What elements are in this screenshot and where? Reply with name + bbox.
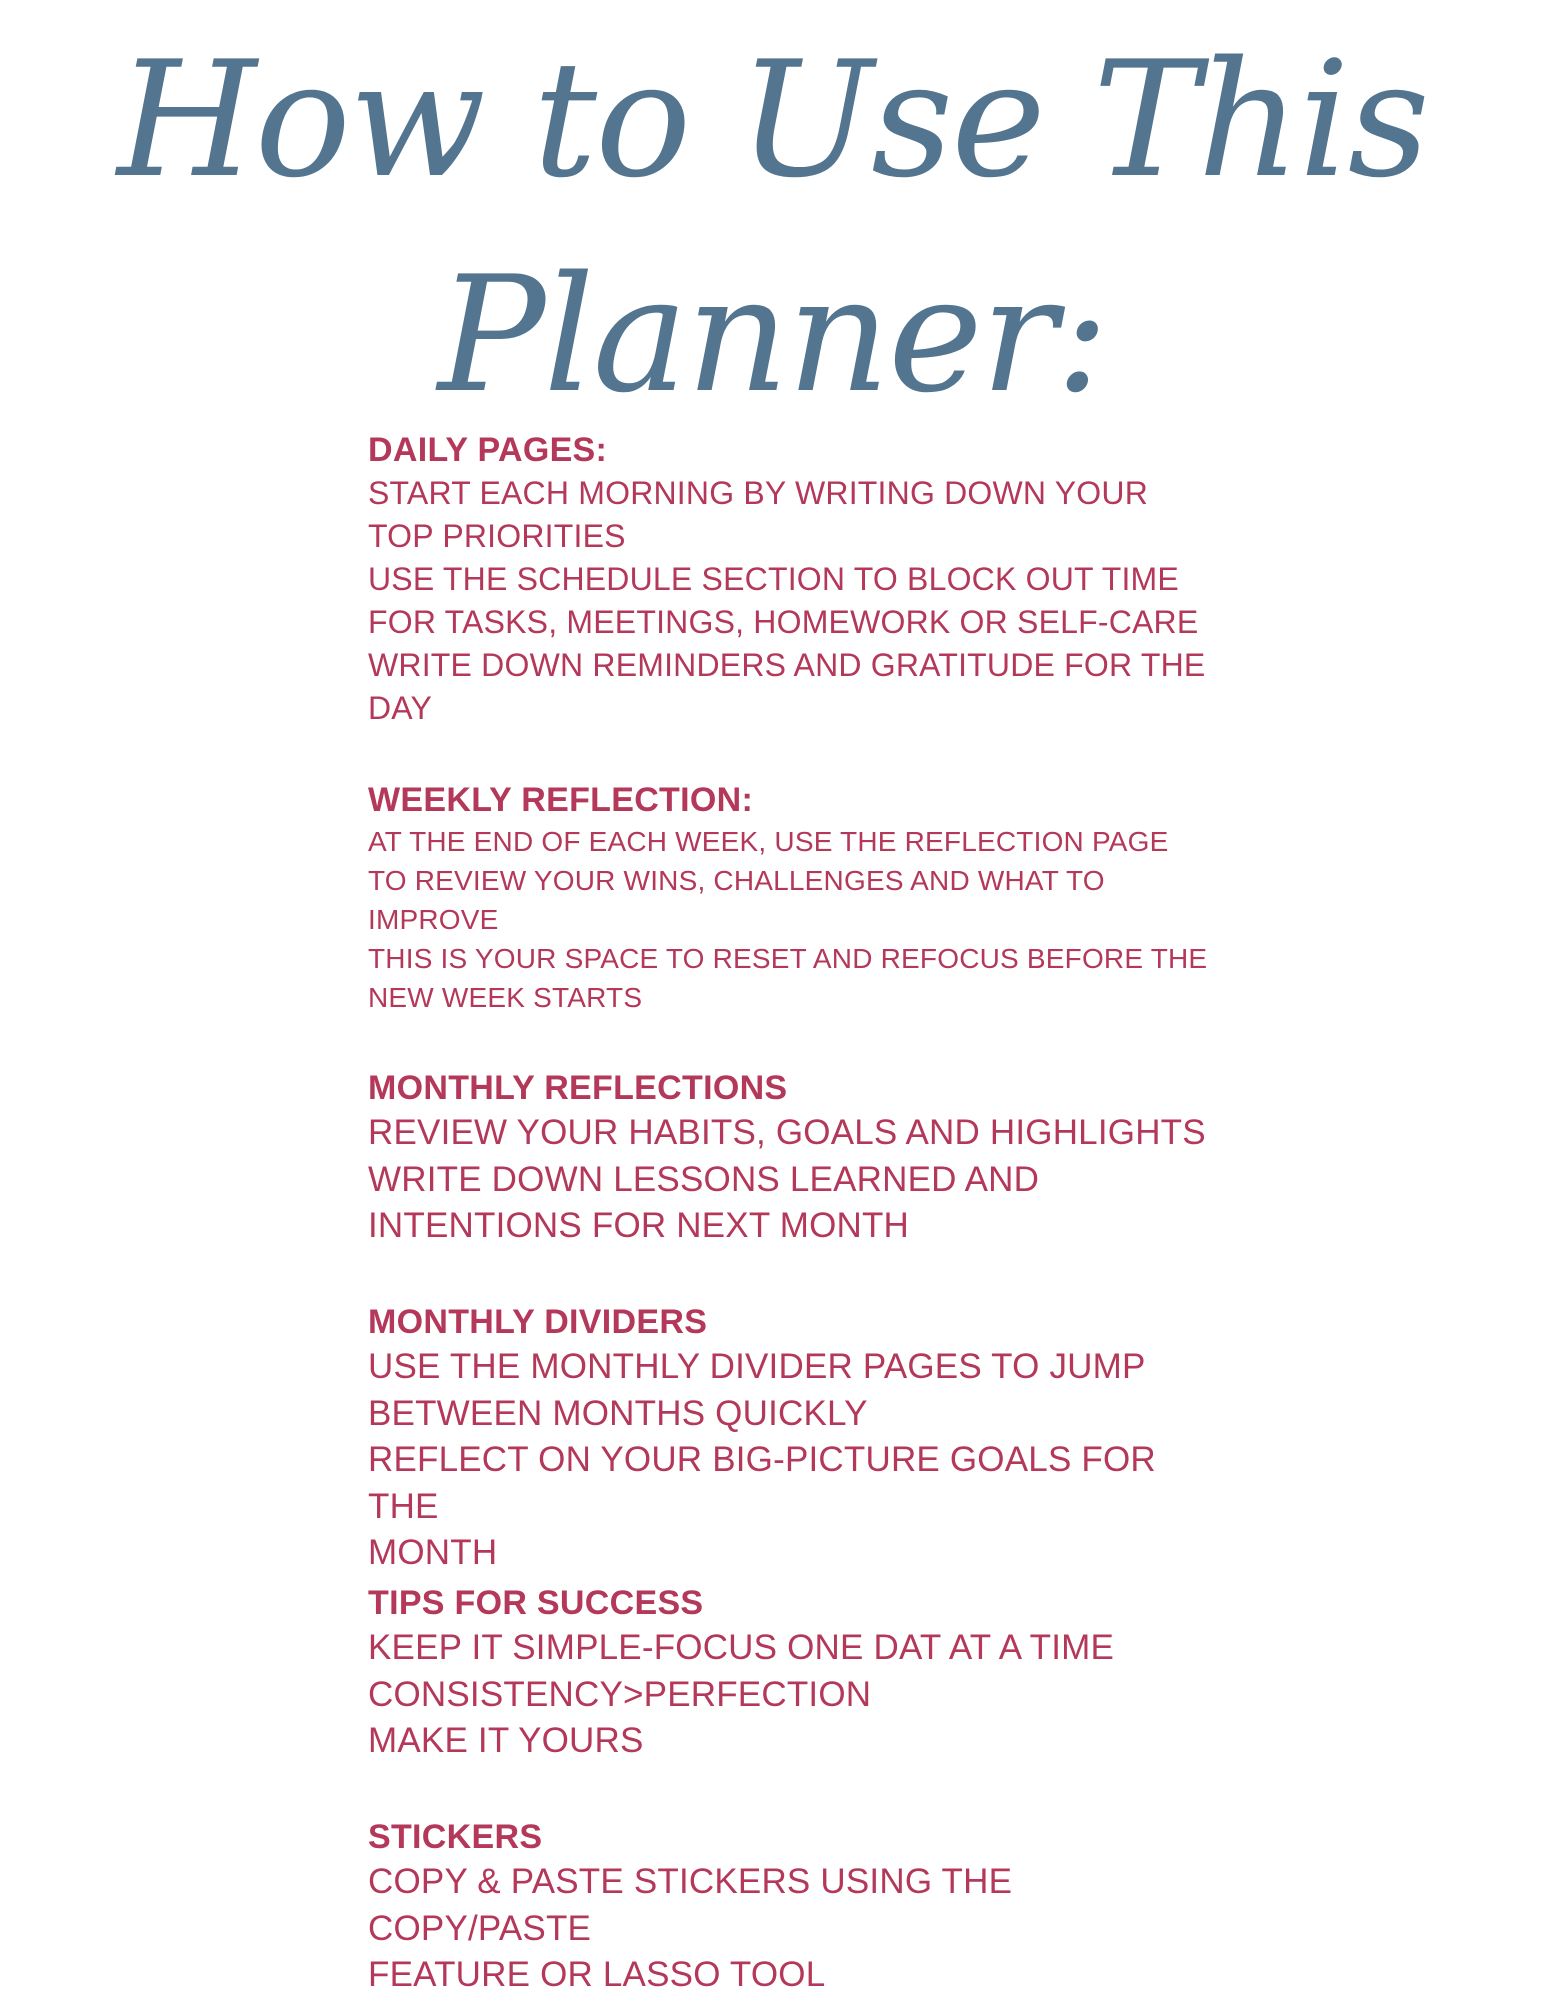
section-stickers — [368, 1815, 1208, 1999]
section-line: TO REVIEW YOUR WINS, CHALLENGES AND WHAT TO — [368, 865, 1105, 896]
section-line: DAY — [368, 690, 433, 726]
section-line: MAKE IT YOURS — [368, 1721, 644, 1760]
section-line: BETWEEN MONTHS QUICKLY — [368, 1393, 868, 1433]
section-line: AT THE END OF EACH WEEK, USE THE REFLECTION PAGE — [368, 826, 1169, 857]
section-line: CONSISTENCY>PERFECTION — [368, 1674, 872, 1714]
section-heading: STICKERS — [368, 1818, 543, 1856]
section-line: IMPROVE — [368, 904, 499, 935]
page-title-line-1: How to Use This — [117, 26, 1428, 213]
section-heading: DAILY PAGES: — [368, 431, 608, 469]
section-line: COPY & PASTE STICKERS USING THE COPY/PASTE — [368, 1862, 1013, 1948]
section-weekly-reflection — [368, 778, 1207, 1017]
section-heading: TIPS FOR SUCCESS — [368, 1584, 704, 1622]
section-heading: MONTHLY DIVIDERS — [368, 1303, 708, 1341]
section-line: FOR TASKS, MEETINGS, HOMEWORK OR SELF-CARE — [368, 604, 1199, 640]
section-line: WRITE DOWN REMINDERS AND GRATITUDE FOR THE — [368, 647, 1206, 683]
section-line: NEW WEEK STARTS — [368, 982, 643, 1013]
section-line: WRITE DOWN LESSONS LEARNED AND — [368, 1159, 1040, 1199]
section-line: TOP PRIORITIES — [368, 518, 626, 554]
section-heading: MONTHLY REFLECTIONS — [368, 1069, 788, 1107]
section-line: REVIEW YOUR HABITS, GOALS AND HIGHLIGHTS — [368, 1113, 1206, 1152]
section-tips-for-success — [368, 1581, 1114, 1765]
section-daily-pages — [368, 428, 1205, 730]
section-line: MONTH — [368, 1533, 498, 1572]
section-line: USE THE MONTHLY DIVIDER PAGES TO JUMP — [368, 1347, 1146, 1386]
section-line: USE THE SCHEDULE SECTION TO BLOCK OUT TIME — [368, 561, 1179, 597]
section-monthly-reflections — [368, 1066, 1206, 1250]
section-line: FEATURE OR LASSO TOOL — [368, 1955, 826, 1994]
section-line: INTENTIONS FOR NEXT MONTH — [368, 1206, 910, 1245]
section-line: REFLECT ON YOUR BIG-PICTURE GOALS FOR THE — [368, 1440, 1156, 1526]
section-monthly-dividers — [368, 1300, 1208, 1577]
section-line: START EACH MORNING BY WRITING DOWN YOUR — [368, 475, 1149, 511]
section-heading: WEEKLY REFLECTION: — [368, 781, 754, 819]
section-line: KEEP IT SIMPLE-FOCUS ONE DAT AT A TIME — [368, 1628, 1115, 1667]
section-line: THIS IS YOUR SPACE TO RESET AND REFOCUS BEFORE THE — [368, 943, 1208, 974]
page-title-line-2: Planner: — [437, 241, 1108, 428]
